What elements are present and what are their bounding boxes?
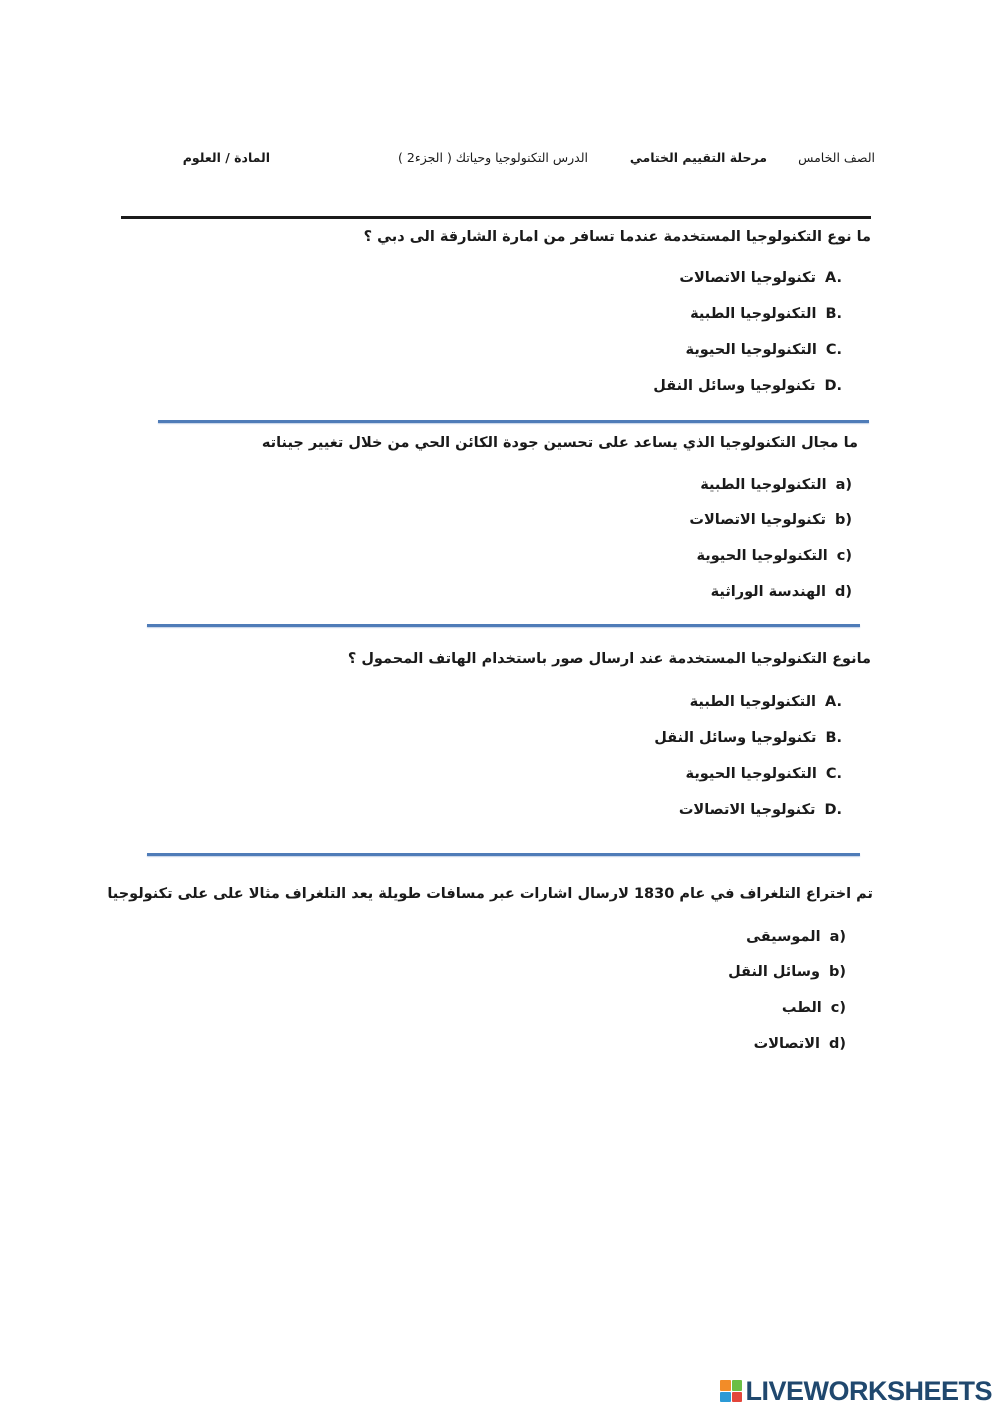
question-3-option-b[interactable] <box>654 730 842 746</box>
question-4-text: تم اختراع التلغراف في عام 1830 لارسال اشارات عبر مسافات طويلة يعد التلغراف مثالا على على تكنولوجيا <box>107 886 873 902</box>
separator-2 <box>147 624 860 627</box>
liveworksheets-logo-icon <box>720 1380 742 1402</box>
option-marker: a) <box>829 929 846 945</box>
separator-1 <box>158 420 869 423</box>
option-label: تكنولوجيا وسائل النقل <box>654 730 817 746</box>
question-3-text: مانوع التكنولوجيا المستخدمة عند ارسال صور باستخدام الهاتف المحمول ؟ <box>347 651 871 667</box>
header-grade: الصف الخامس <box>798 150 875 165</box>
header-divider <box>121 216 871 219</box>
question-2-option-c[interactable] <box>696 548 852 564</box>
option-marker: D. <box>824 378 842 394</box>
option-marker: d) <box>828 1036 846 1052</box>
question-2-text: ما مجال التكنولوجيا الذي يساعد على تحسين جودة الكائن الحي من خلال تغيير جيناته <box>261 435 858 451</box>
option-label: الموسيقى <box>746 929 821 945</box>
question-2-option-d[interactable] <box>711 584 852 600</box>
question-2-option-b[interactable] <box>689 512 852 528</box>
question-2-option-a[interactable] <box>700 477 852 493</box>
question-1-option-b[interactable] <box>690 306 842 322</box>
option-marker: c) <box>830 1000 846 1016</box>
question-4-option-a[interactable] <box>746 929 846 945</box>
option-label: وسائل النقل <box>728 964 820 980</box>
option-label: التكنولوجيا الطبية <box>690 306 817 322</box>
option-label: التكنولوجيا الحيوية <box>696 548 828 564</box>
option-marker: a) <box>835 477 852 493</box>
question-4-option-d[interactable] <box>754 1036 846 1052</box>
header-subject: المادة / العلوم <box>182 150 270 165</box>
question-3-option-c[interactable] <box>686 766 842 782</box>
liveworksheets-brand-text: LIVEWORKSHEETS <box>745 1375 992 1406</box>
option-marker: d) <box>834 584 852 600</box>
option-label: تكنولوجيا وسائل النقل <box>653 378 816 394</box>
option-label: الطب <box>781 1000 822 1016</box>
question-3-option-d[interactable] <box>679 802 842 818</box>
option-label: تكنولوجيا الاتصالات <box>678 802 816 818</box>
question-4-option-b[interactable] <box>728 964 846 980</box>
header-lesson: الدرس التكنولوجيا وحياتك ( الجزء2 ) <box>398 150 588 165</box>
option-marker: A. <box>825 694 842 710</box>
option-marker: B. <box>825 730 842 746</box>
option-label: التكنولوجيا الطبية <box>700 477 827 493</box>
question-1-option-d[interactable] <box>653 378 842 394</box>
question-1-text: ما نوع التكنولوجيا المستخدمة عندما تسافر من امارة الشارقة الى دبي ؟ <box>363 229 871 245</box>
question-1-option-a[interactable] <box>679 270 842 286</box>
option-marker: b) <box>834 512 852 528</box>
option-label: التكنولوجيا الحيوية <box>685 766 817 782</box>
question-4-option-c[interactable] <box>782 1000 846 1016</box>
option-label: الاتصالات <box>753 1036 820 1052</box>
question-1-option-c[interactable] <box>686 342 842 358</box>
option-marker: b) <box>828 964 846 980</box>
option-label: التكنولوجيا الطبية <box>689 694 816 710</box>
question-3-option-a[interactable] <box>690 694 842 710</box>
option-label: تكنولوجيا الاتصالات <box>689 512 826 528</box>
option-marker: c) <box>836 548 852 564</box>
option-marker: C. <box>825 342 842 358</box>
option-label: التكنولوجيا الحيوية <box>685 342 817 358</box>
option-label: الهندسة الوراثية <box>710 584 826 600</box>
option-marker: B. <box>825 306 842 322</box>
header-stage: مرحلة التقييم الختامي <box>629 150 767 165</box>
option-label: تكنولوجيا الاتصالات <box>679 270 816 286</box>
option-marker: A. <box>825 270 842 286</box>
liveworksheets-logo[interactable] <box>720 1375 992 1407</box>
option-marker: C. <box>825 766 842 782</box>
option-marker: D. <box>824 802 842 818</box>
separator-3 <box>147 853 860 856</box>
